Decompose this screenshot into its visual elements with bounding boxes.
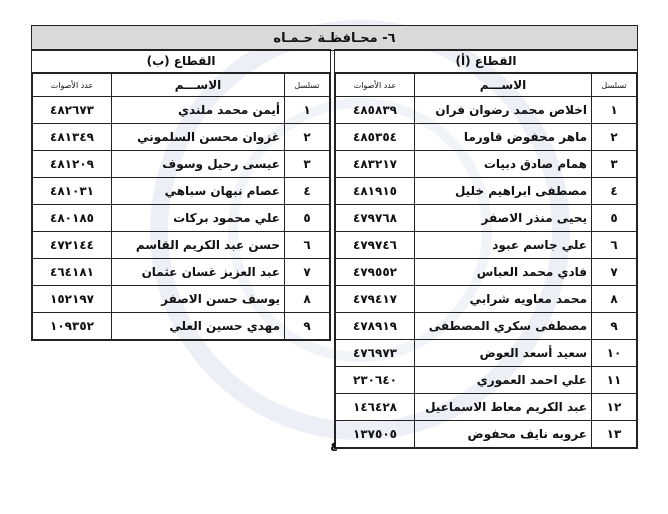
seq-cell: ٤ <box>592 178 637 205</box>
seq-cell: ٩ <box>592 313 637 340</box>
sector-b <box>31 49 331 341</box>
name-cell: عصام نبهان سباهي <box>112 178 285 205</box>
name-cell: مصطفى سكري المصطفى <box>415 313 592 340</box>
table-row <box>336 286 637 313</box>
seq-cell: ٥ <box>285 205 330 232</box>
name-cell: همام صادق دبيات <box>415 151 592 178</box>
name-cell: مهدي حسين العلي <box>112 313 285 340</box>
table-row <box>336 394 637 421</box>
votes-cell: ٢٣٠٦٤٠ <box>336 367 415 394</box>
sector-a-table <box>335 73 637 448</box>
votes-cell: ٤٧٩٥٥٢ <box>336 259 415 286</box>
votes-header: عدد الأصوات <box>33 74 112 97</box>
votes-cell: ١٤٦٤٢٨ <box>336 394 415 421</box>
name-cell: عبد الكريم معاط الاسماعيل <box>415 394 592 421</box>
table-row <box>33 205 330 232</box>
name-cell: ماهر محفوض قاورما <box>415 124 592 151</box>
seq-cell: ١٣ <box>592 421 637 448</box>
votes-cell: ٤٨١٢٠٩ <box>33 151 112 178</box>
seq-cell: ٢ <box>285 124 330 151</box>
seq-cell: ٦ <box>285 232 330 259</box>
table-row <box>336 340 637 367</box>
table-row <box>336 313 637 340</box>
table-row <box>336 178 637 205</box>
table-row <box>33 178 330 205</box>
table-row <box>336 205 637 232</box>
sector-a <box>334 49 638 449</box>
seq-cell: ٧ <box>592 259 637 286</box>
votes-cell: ٤٨١٣٤٩ <box>33 124 112 151</box>
table-row <box>33 124 330 151</box>
name-cell: عبد العزيز غسان عثمان <box>112 259 285 286</box>
seq-header: تسلسل <box>592 74 637 97</box>
votes-header: عدد الأصوات <box>336 74 415 97</box>
results-sheet <box>31 25 638 450</box>
sector-b-title: القطاع (ب) <box>32 50 330 73</box>
votes-cell: ٤٧٢١٤٤ <box>33 232 112 259</box>
seq-header: تسلسل <box>285 74 330 97</box>
name-cell: علي محمود بركات <box>112 205 285 232</box>
sector-a-header-row <box>336 74 637 97</box>
name-cell: غزوان محسن السلموني <box>112 124 285 151</box>
votes-cell: ٤٨٥٣٥٤ <box>336 124 415 151</box>
votes-cell: ٤٨٢٦٧٣ <box>33 97 112 124</box>
votes-cell: ٤٧٩٤١٧ <box>336 286 415 313</box>
seq-cell: ٨ <box>592 286 637 313</box>
seq-cell: ٤ <box>285 178 330 205</box>
table-row <box>33 286 330 313</box>
name-header: الاســـم <box>415 74 592 97</box>
votes-cell: ٤٨٠١٨٥ <box>33 205 112 232</box>
votes-cell: ٤٨١٩١٥ <box>336 178 415 205</box>
governorate-title: ٦- محـافظـة حـمـاه <box>31 25 638 51</box>
table-row <box>33 259 330 286</box>
name-cell: مصطفى ابراهيم خليل <box>415 178 592 205</box>
seq-cell: ٧ <box>285 259 330 286</box>
table-row <box>336 97 637 124</box>
name-cell: يوسف حسن الاصفر <box>112 286 285 313</box>
seq-cell: ٥ <box>592 205 637 232</box>
name-cell: اخلاص محمد رضوان فران <box>415 97 592 124</box>
votes-cell: ١٣٧٥٠٥ <box>336 421 415 448</box>
name-cell: حسن عبد الكريم القاسم <box>112 232 285 259</box>
sector-b-table <box>32 73 330 340</box>
votes-cell: ٤٨٥٨٣٩ <box>336 97 415 124</box>
table-row <box>336 367 637 394</box>
table-row <box>336 124 637 151</box>
sector-b-header-row <box>33 74 330 97</box>
seq-cell: ٨ <box>285 286 330 313</box>
seq-cell: ١ <box>285 97 330 124</box>
seq-cell: ١٠ <box>592 340 637 367</box>
name-cell: عيسى رحيل وسوف <box>112 151 285 178</box>
votes-cell: ٤٦٤١٨١ <box>33 259 112 286</box>
table-row <box>33 313 330 340</box>
name-cell: فادي محمد العباس <box>415 259 592 286</box>
seq-cell: ١ <box>592 97 637 124</box>
seq-cell: ١٢ <box>592 394 637 421</box>
name-cell: يحيى منذر الاصفر <box>415 205 592 232</box>
seq-cell: ٣ <box>285 151 330 178</box>
votes-cell: ٤٨٣٢١٧ <box>336 151 415 178</box>
name-cell: محمد معاويه شرابي <box>415 286 592 313</box>
table-row <box>336 232 637 259</box>
votes-cell: ٤٧٦٩٧٣ <box>336 340 415 367</box>
seq-cell: ٣ <box>592 151 637 178</box>
name-cell: عروبه نايف محفوض <box>415 421 592 448</box>
table-row <box>33 97 330 124</box>
table-row <box>336 151 637 178</box>
votes-cell: ٤٧٨٩١٩ <box>336 313 415 340</box>
page-number: ٤ <box>330 440 338 455</box>
seq-cell: ٦ <box>592 232 637 259</box>
seq-cell: ١١ <box>592 367 637 394</box>
seq-cell: ٩ <box>285 313 330 340</box>
name-cell: علي جاسم عبود <box>415 232 592 259</box>
table-row <box>33 232 330 259</box>
votes-cell: ١٠٩٣٥٢ <box>33 313 112 340</box>
table-row <box>33 151 330 178</box>
seq-cell: ٢ <box>592 124 637 151</box>
name-header: الاســـم <box>112 74 285 97</box>
name-cell: علي احمد العموري <box>415 367 592 394</box>
name-cell: أيمن محمد ملندي <box>112 97 285 124</box>
sector-a-title: القطاع (أ) <box>335 50 637 73</box>
votes-cell: ٤٧٩٧٤٦ <box>336 232 415 259</box>
votes-cell: ١٥٢١٩٧ <box>33 286 112 313</box>
table-row <box>336 259 637 286</box>
votes-cell: ٤٧٩٧٦٨ <box>336 205 415 232</box>
name-cell: سعيد أسعد العوض <box>415 340 592 367</box>
votes-cell: ٤٨١٠٣١ <box>33 178 112 205</box>
